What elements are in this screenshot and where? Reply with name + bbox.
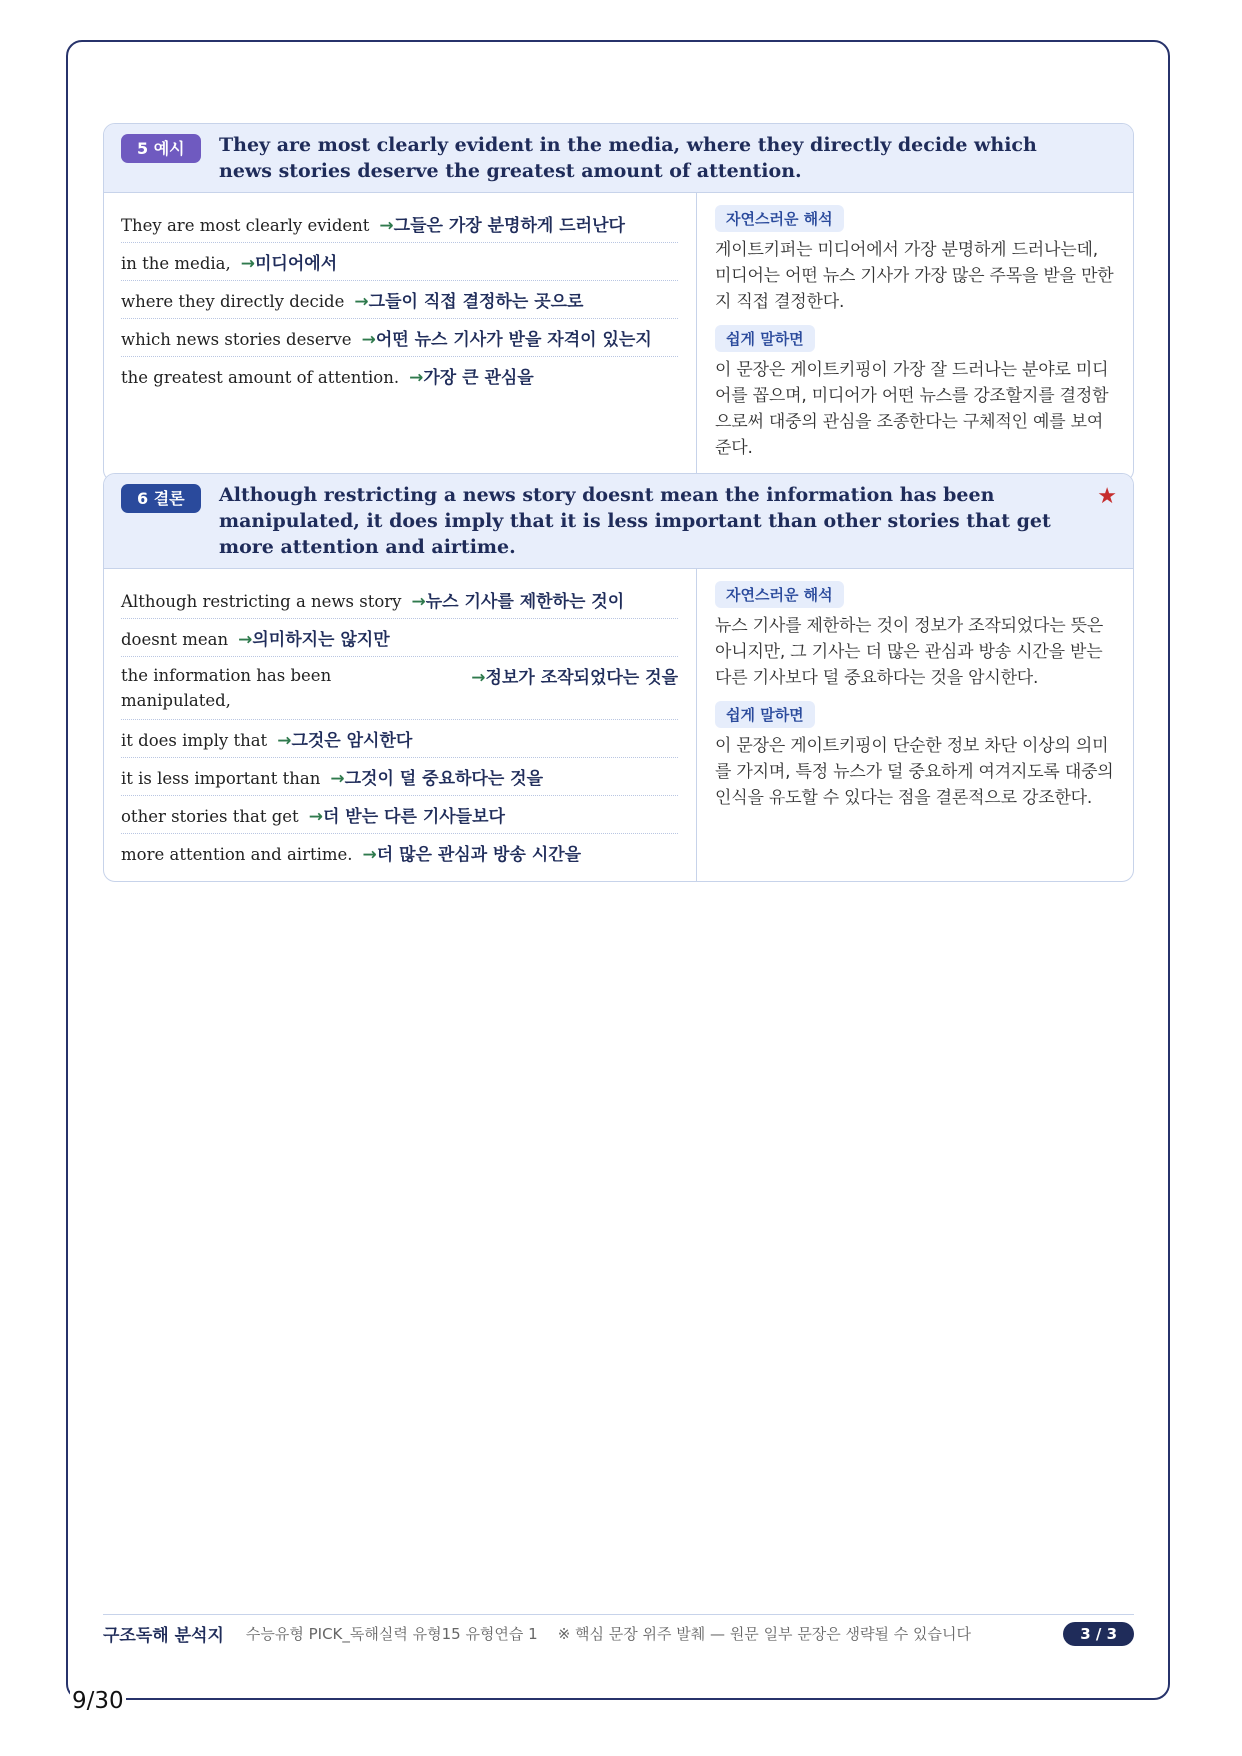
chunk-korean: →더 많은 관심과 방송 시간을 [362,845,582,865]
chunk-korean: →그것은 암시한다 [277,731,413,751]
natural-translation-text: 뉴스 기사를 제한하는 것이 정보가 조작되었다는 뜻은 아니지만, 그 기사는 더 많은 관심과 방송 시간을 받는 다른 기사보다 덜 중요하다는 것을 암시한다. [715,616,1104,688]
arrow-icon: → [354,292,369,312]
chunk-row [121,319,678,357]
interpretation-panel [697,193,1133,481]
chunk-english: it is less important than [121,769,321,788]
star-icon: ★ [1097,484,1117,509]
chunk-korean: →어떤 뉴스 기사가 받을 자격이 있는지 [361,330,652,350]
page-footer [103,1614,1134,1652]
arrow-icon: → [308,807,323,827]
chunk-english: more attention and airtime. [121,845,353,864]
natural-translation-label: 자연스러운 해석 [715,205,844,232]
footer-source: 수능유형 PICK_독해실력 유형15 유형연습 1 [245,1625,538,1643]
natural-translation-text: 게이트키퍼는 미디어에서 가장 분명하게 드러나는데, 미디어는 어떤 뉴스 기사가 가장 많은 주목을 받을 만한지 직접 결정한다. [715,240,1114,312]
chunk-row [121,581,678,619]
arrow-icon: → [471,668,486,688]
chunk-korean: →정보가 조작되었다는 것을 [471,668,678,688]
key-sentence: Although restricting a news story doesnt mean the information has been manipulated, it does imply that it is less important than other stories that get more attention and airtime. [219,484,1051,558]
chunk-row [121,281,678,319]
chunk-english: which news stories deserve [121,330,352,349]
section-badge: 5 예시 [121,134,201,163]
arrow-icon: → [362,845,377,865]
page-counter: 9/30 [72,1688,124,1714]
arrow-icon: → [330,769,345,789]
chunk-list [104,569,697,881]
analysis-card-6 [103,473,1134,882]
card-header [104,474,1133,569]
card-header [104,124,1133,193]
chunk-row [121,834,678,871]
arrow-icon: → [277,731,292,751]
chunk-english: the information has been manipulated, [121,666,332,710]
chunk-row [121,758,678,796]
chunk-english: where they directly decide [121,292,345,311]
easy-explanation-label: 쉽게 말하면 [715,701,815,728]
chunk-row [121,205,678,243]
chunk-korean: →그것이 덜 중요하다는 것을 [330,769,544,789]
key-sentence: They are most clearly evident in the media, where they directly decide which news stories deserve the greatest amount of attention. [219,134,1037,182]
arrow-icon: → [238,630,253,650]
interpretation-panel [697,569,1133,881]
chunk-korean: →가장 큰 관심을 [409,368,534,388]
chunk-english: in the media, [121,254,231,273]
arrow-icon: → [361,330,376,350]
chunk-row [121,243,678,281]
chunk-korean: →그들은 가장 분명하게 드러난다 [379,216,625,236]
arrow-icon: → [379,216,394,236]
easy-explanation-text: 이 문장은 게이트키핑이 가장 잘 드러나는 분야로 미디어를 꼽으며, 미디어가 어떤 뉴스를 강조할지를 결정함으로써 대중의 관심을 조종한다는 구체적인 예를 보여준다. [715,360,1109,458]
arrow-icon: → [240,254,255,274]
chunk-korean: →의미하지는 않지만 [238,630,390,650]
chunk-list [104,193,697,481]
chunk-english: doesnt mean [121,630,229,649]
card-body [104,193,1133,481]
chunk-row [121,657,678,720]
chunk-korean: →그들이 직접 결정하는 곳으로 [354,292,584,312]
footer-brand: 구조독해 분석지 [103,1626,224,1646]
analysis-card-5 [103,123,1134,482]
page-indicator: 3 / 3 [1063,1622,1134,1646]
easy-explanation-label: 쉽게 말하면 [715,325,815,352]
chunk-korean: →뉴스 기사를 제한하는 것이 [411,592,625,612]
chunk-row [121,796,678,834]
footer-note: ※ 핵심 문장 위주 발췌 — 원문 일부 문장은 생략될 수 있습니다 [557,1625,972,1643]
chunk-english: the greatest amount of attention. [121,368,400,387]
chunk-english: it does imply that [121,731,268,750]
easy-explanation-text: 이 문장은 게이트키핑이 단순한 정보 차단 이상의 의미를 가지며, 특정 뉴스가 덜 중요하게 여겨지도록 대중의 인식을 유도할 수 있다는 점을 결론적으로 강조한다. [715,736,1114,808]
section-badge: 6 결론 [121,484,201,513]
chunk-english: other stories that get [121,807,299,826]
natural-translation-label: 자연스러운 해석 [715,581,844,608]
card-body [104,569,1133,881]
chunk-korean: →더 받는 다른 기사들보다 [308,807,505,827]
chunk-row [121,619,678,657]
arrow-icon: → [411,592,426,612]
chunk-english: They are most clearly evident [121,216,370,235]
arrow-icon: → [409,368,424,388]
chunk-row [121,357,678,394]
chunk-english: Although restricting a news story [121,592,402,611]
chunk-row [121,720,678,758]
chunk-korean: →미디어에서 [240,254,338,274]
